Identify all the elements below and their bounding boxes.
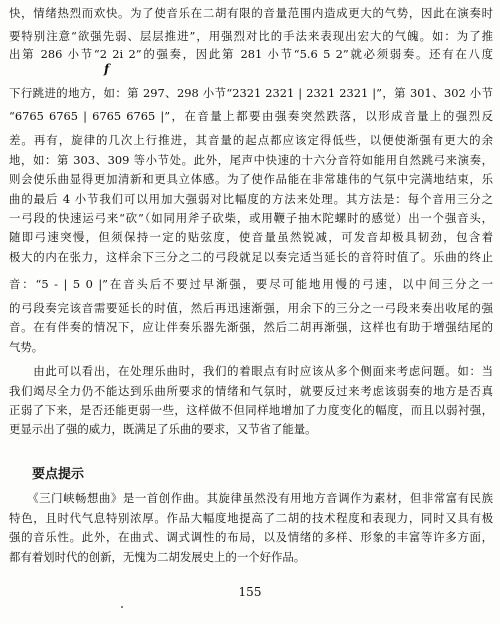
body-line-3: 出第 286 小节“2 2i 2”的强奏，因此第 281 小节“5.6 5 2”就必须弱奏。还有在八度 <box>9 47 493 61</box>
body-line-1: 快，情绪热烈而欢快。为了使音乐在二胡有限的音量范围内造成更大的气势，因此在演奏时 <box>9 6 493 20</box>
body-line-16: 气势。 <box>9 340 44 354</box>
body-line-18: 我们竭尽全力仍不能达到乐曲所要求的情绪和气氛时，就要反过来考虑该弱奏的地方是否真 <box>9 384 493 398</box>
body-line-12: 极大的内在张力，这样余下三分之二的弓段就足以奏完适当延长的音符时值了。乐曲的终止 <box>9 250 493 264</box>
tips-line-4: 都有着划时代的创新，无愧为二胡发展史上的一个好作品。 <box>9 550 306 564</box>
body-line-8: 则会使乐曲显得更加清新和更具立体感。为了使作品能在非常雄伟的气氛中完满地结束，乐 <box>9 172 493 186</box>
body-line-7: 地，如：第 303、309 等小节处。此外，尾声中快速的十六分音符如能用自然跳弓来演奏， <box>9 153 493 167</box>
page-number: 155 <box>238 585 262 599</box>
body-line-14: 的弓段奏完该音需要延长的时值，然后再迅速渐强，用余下的三分之一弓段来奏出收尾的强 <box>9 301 493 315</box>
body-line-9: 曲的最后 4 小节我们可以用加大强弱对比幅度的方法来处理。其方法是：每个音用三分之 <box>9 192 493 206</box>
section-heading: 要点提示 <box>32 467 85 482</box>
dynamic-mark-forte: f <box>104 62 110 76</box>
body-line-4: 下行跳进的地方，如：第 297、298 小节“2321 2321 | 2321 2321 |”，第 301、302 小节 <box>9 86 493 100</box>
body-line-19: 正弱了下来，是否还能更弱一些，这样做不但同样地增加了力度变化的幅度，而且以弱衬强， <box>9 403 493 417</box>
scan-speck <box>121 606 123 608</box>
body-line-5: “6765 6765 | 6765 6765 |”，在音量上都要由强奏突然跌落，以形成音量上的强烈反 <box>9 109 493 123</box>
body-line-10: 一弓段的快速运弓来“砍”（如同用斧子砍柴，或用鞭子抽木陀螺时的感觉）出一个强音头， <box>9 211 493 225</box>
body-line-2: 要特别注意“欲强先弱、层层推进”，用强烈对比的手法来表现出宏大的气魄。如：为了推 <box>9 29 493 43</box>
body-line-11: 随即弓速突慢，但须保持一定的贴弦度，使音量虽然锐减，可发音却极具韧劲，包含着 <box>9 230 493 244</box>
body-line-20: 更显示出了强的威力，既满足了乐曲的要求，又节省了能量。 <box>9 422 317 436</box>
tips-line-3: 强的音乐性。此外，在曲式、调式调性的布局，以及情绪的多样、形象的丰富等许多方面， <box>9 530 493 544</box>
body-line-15: 音。在有伴奏的情况下，应让伴奏乐器先渐强，然后二胡再渐强，这样也有助于增强结尾的 <box>9 320 493 334</box>
tips-line-2: 特色，且时代气息特别浓厚。作品大幅度地提高了二胡的技术程度和表现力，同时又具有极 <box>9 511 493 525</box>
body-line-6: 差。再有，旋律的几次上行推进，其音量的起点都应该定得低些，以便使渐强有更大的余 <box>9 133 493 147</box>
body-line-13: 音：“5 - | 5 0 |”在音头后不要过早渐强，要尽可能地用慢的弓速，以中间三分之一 <box>9 277 493 291</box>
tips-line-1: 《三门峡畅想曲》是一首创作曲。其旋律虽然没有用地方音调作为素材，但非常富有民族 <box>9 491 493 505</box>
body-line-17: 由此可以看出，在处理乐曲时，我们的着眼点有时应该从多个侧面来考虑问题。如：当 <box>9 364 493 378</box>
